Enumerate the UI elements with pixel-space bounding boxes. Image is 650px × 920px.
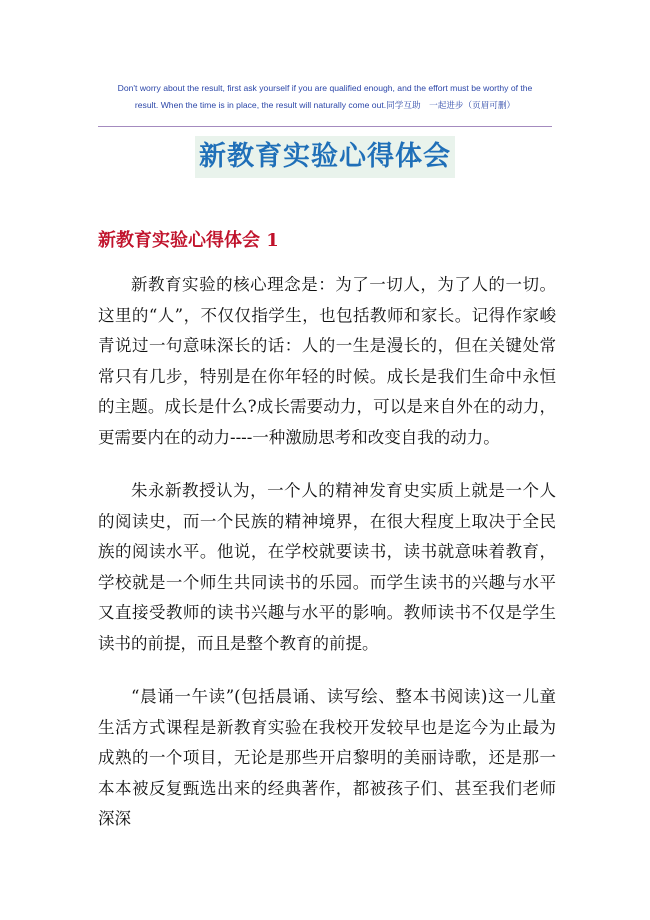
header-line-2-chinese: 同学互助 一起进步（页眉可删） <box>386 101 516 111</box>
section-heading: 新教育实验心得体会 1 <box>98 230 279 251</box>
header-line-2-english: result. When the time is in place, the result will naturally come out. <box>134 100 387 110</box>
paragraph-3: “晨诵一午读”(包括晨诵、读写绘、整本书阅读)这一儿童生活方式课程是新教育实验在我校开发较早也是迄今为止最为成熟的一个项目，无论是那些开启黎明的美丽诗歌，还是那一本本被反复甄选出来的经典著作，都被孩子们、甚至我们老师深深 <box>98 687 556 828</box>
paragraph-1: 新教育实验的核心理念是：为了一切人，为了人的一切。这里的“人”，不仅仅指学生，也包括教师和家长。记得作家峻青说过一句意味深长的话：人的一生是漫长的，但在关键处常常只有几步，特别是在你年轻的时候。成长是我们生命中永恒的主题。成长是什么?成长需要动力，可以是来自外在的动力，更需要内在的动力----一种激励思考和改变自我的动力。 <box>98 275 556 447</box>
document-body <box>98 270 556 858</box>
document-title-wrapper <box>0 136 650 178</box>
paragraph-2: 朱永新教授认为，一个人的精神发育史实质上就是一个人的阅读史，而一个民族的精神境界，在很大程度上取决于全民族的阅读水平。他说，在学校就要读书，读书就意味着教育，学校就是一个师生共同读书的乐园。而学生读书的兴趣与水平又直接受教师的读书兴趣与水平的影响。教师读书不仅是学生读书的前提，而且是整个教育的前提。 <box>98 481 556 653</box>
header-line-1: Don't worry about the result, first ask yourself if you are qualified enough, and the effort must be worthy of the <box>117 83 533 93</box>
header-divider <box>98 126 552 127</box>
header-line-2 <box>96 97 554 115</box>
page-header <box>96 80 554 115</box>
document-title: 新教育实验心得体会 <box>195 136 455 178</box>
